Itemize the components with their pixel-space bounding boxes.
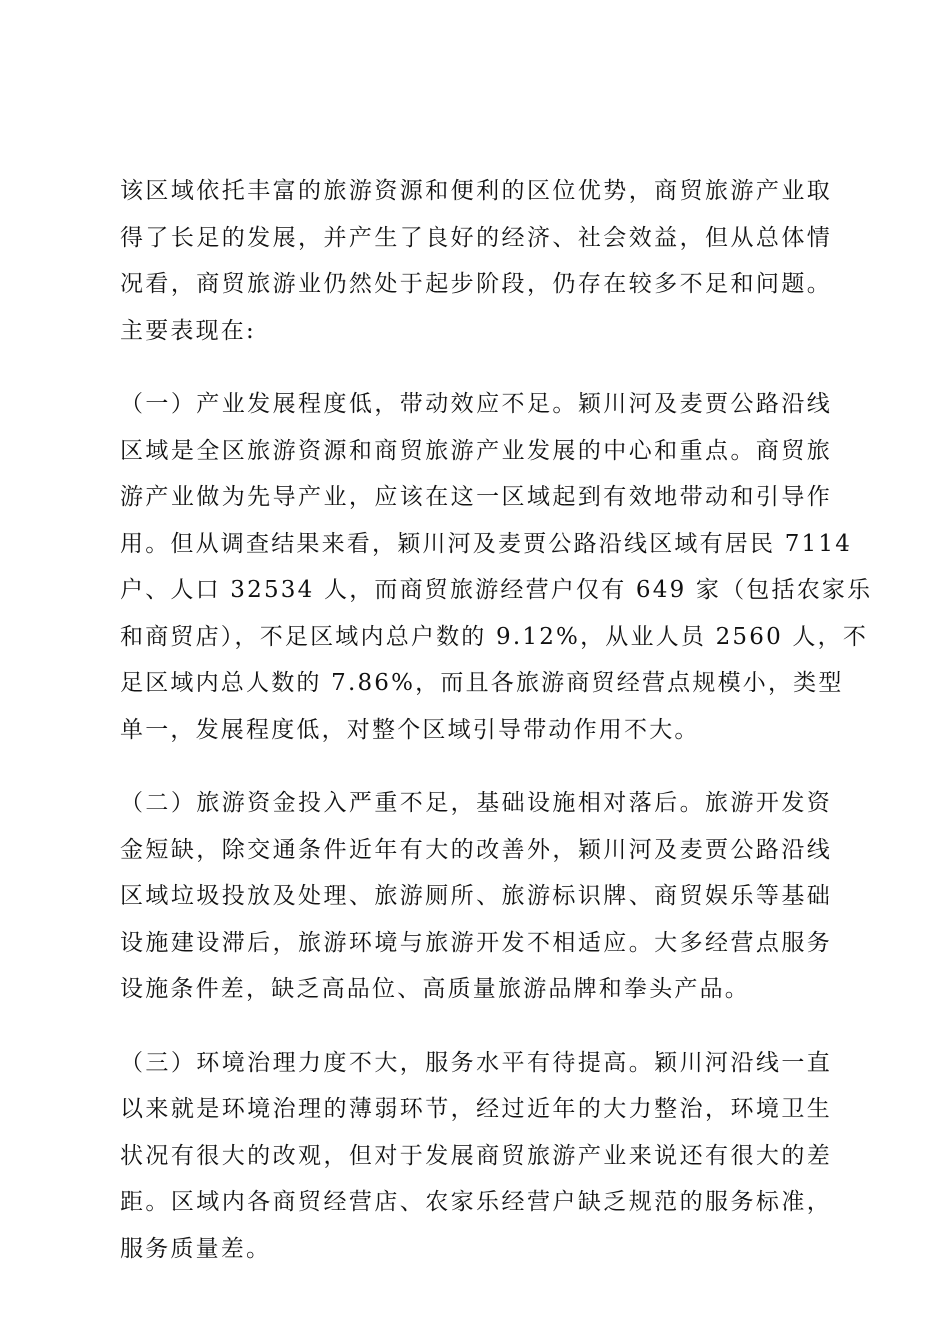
text-line: （三）环境治理力度不大，服务水平有待提高。颖川河沿线一直 bbox=[120, 1049, 832, 1076]
text-line: 设施建设滞后，旅游环境与旅游开发不相适应。大多经营点服务 bbox=[120, 929, 832, 956]
text-line: 用。但从调查结果来看，颖川河及麦贾公路沿线区域有居民 7114 bbox=[120, 530, 853, 557]
text-line: 游产业做为先导产业，应该在这一区域起到有效地带动和引导作 bbox=[120, 484, 832, 510]
text-line: 和商贸店），不足区域内总户数的 9.12%，从业人员 2560 人，不 bbox=[120, 623, 869, 650]
text-line: 金短缺，除交通条件近年有大的改善外，颖川河及麦贾公路沿线 bbox=[120, 836, 832, 863]
document-body bbox=[120, 168, 873, 1272]
text-line: （一）产业发展程度低，带动效应不足。颖川河及麦贾公路沿线 bbox=[120, 391, 832, 417]
text-line: 设施条件差，缺乏高品位、高质量旅游品牌和拳头产品。 bbox=[120, 976, 750, 1002]
paragraph-intro bbox=[120, 168, 832, 354]
text-line: 区域是全区旅游资源和商贸旅游产业发展的中心和重点。商贸旅 bbox=[120, 437, 832, 464]
text-line: （二）旅游资金投入严重不足，基础设施相对落后。旅游开发资 bbox=[120, 790, 832, 816]
text-line: 得了长足的发展，并产生了良好的经济、社会效益，但从总体情 bbox=[120, 224, 832, 251]
paragraph-section-2 bbox=[120, 780, 832, 1013]
text-line: 单一，发展程度低，对整个区域引导带动作用不大。 bbox=[120, 716, 700, 743]
paragraph-section-3 bbox=[120, 1040, 832, 1273]
text-line: 户、人口 32534 人，而商贸旅游经营户仅有 649 家（包括农家乐 bbox=[120, 577, 873, 603]
text-line: 况看，商贸旅游业仍然处于起步阶段，仍存在较多不足和问题。 bbox=[120, 271, 832, 297]
text-line: 以来就是环境治理的薄弱环节，经过近年的大力整治，环境卫生 bbox=[120, 1096, 832, 1122]
text-line: 状况有很大的改观，但对于发展商贸旅游产业来说还有很大的差 bbox=[120, 1142, 832, 1169]
text-line: 足区域内总人数的 7.86%，而且各旅游商贸经营点规模小，类型 bbox=[120, 670, 844, 696]
text-line: 区域垃圾投放及处理、旅游厕所、旅游标识牌、商贸娱乐等基础 bbox=[120, 883, 832, 909]
text-line: 主要表现在: bbox=[120, 317, 256, 344]
text-line: 该区域依托丰富的旅游资源和便利的区位优势，商贸旅游产业取 bbox=[120, 178, 832, 204]
paragraph-section-1 bbox=[120, 381, 873, 753]
text-line: 服务质量差。 bbox=[120, 1235, 272, 1262]
text-line: 距。区域内各商贸经营店、农家乐经营户缺乏规范的服务标准， bbox=[120, 1189, 832, 1215]
